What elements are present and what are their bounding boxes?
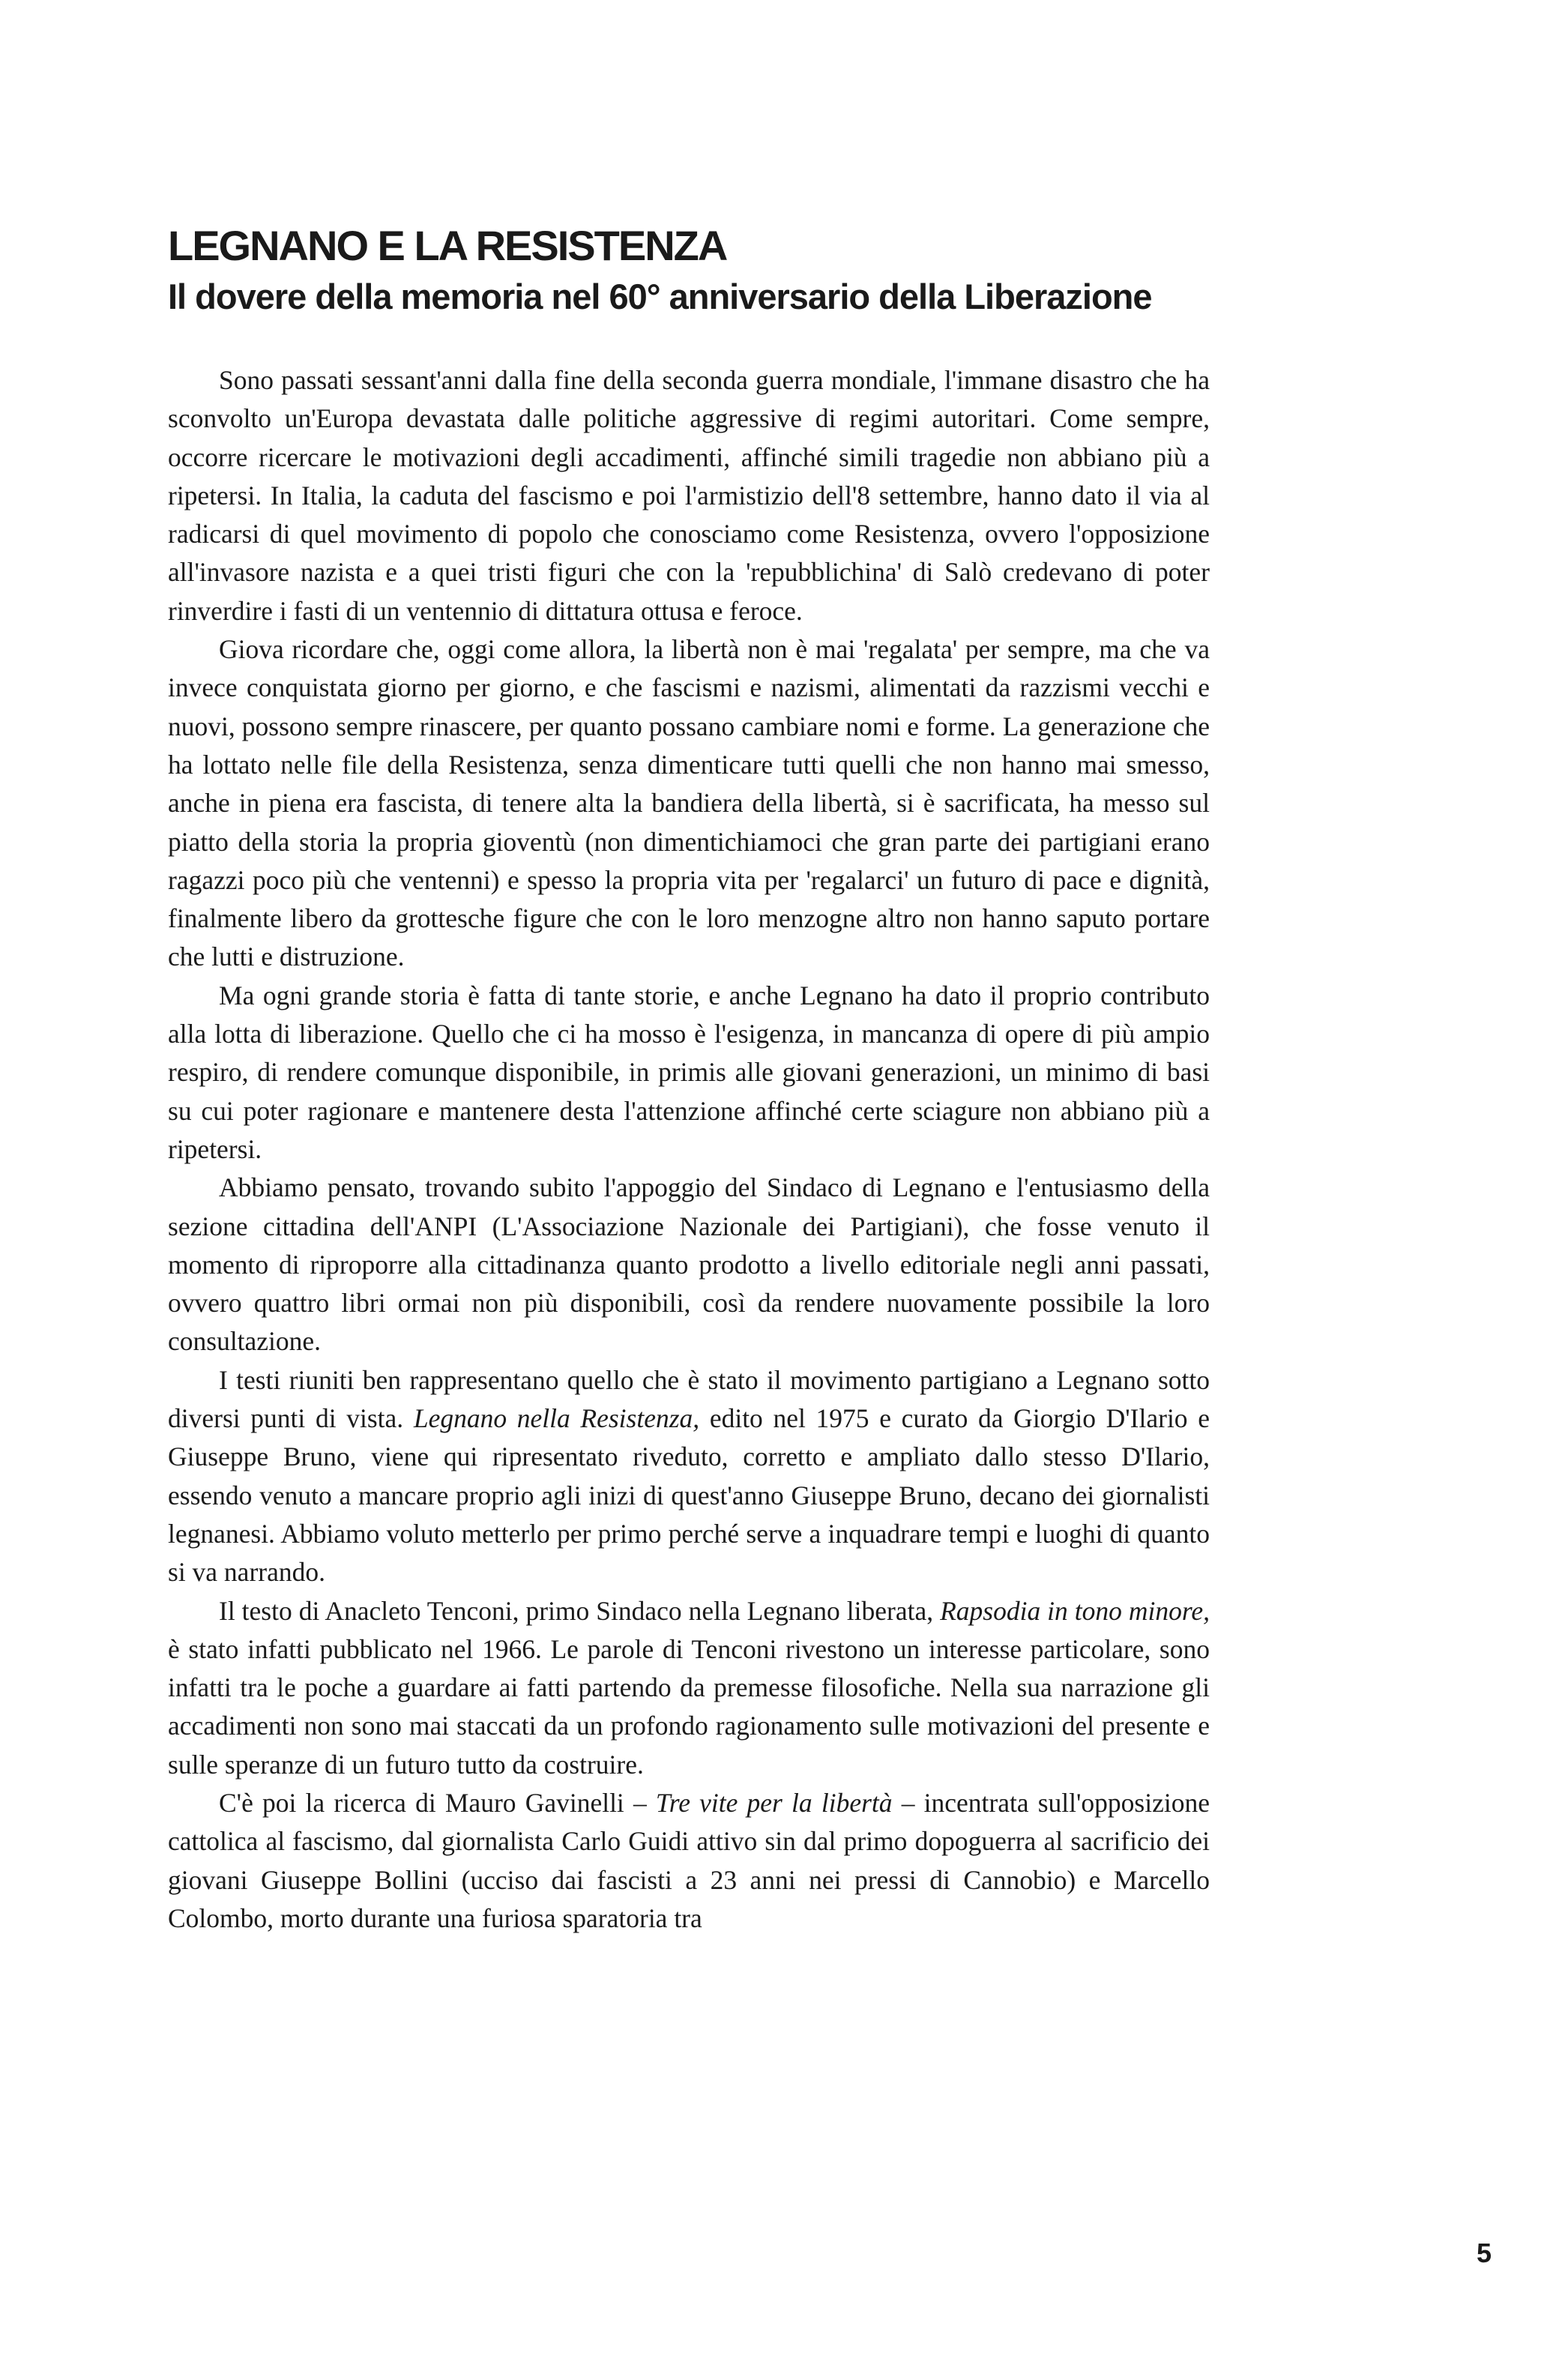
paragraph-text: Sono passati sessant'anni dalla fine della seconda guerra mondiale, l'immane disastro che ha sconvolto un'Europa devastata dalle politiche aggressive di regimi autoritari. Come sempre, occorre ricercare le motivazioni degli accadimenti, affinché simili tragedie non abbiano più a ripetersi. In Italia, la caduta del fascismo e poi l'armistizio dell'8 settembre, hanno dato il via al radicarsi di quel movimento di popolo che conosciamo come Resistenza, ovvero l'opposizione all'invasore nazista e a quei tristi figuri che con la 'repubblichina' di Salò credevano di poter rinverdire i fasti di un ventennio di dittatura ottusa e feroce. bbox=[168, 365, 1210, 626]
paragraph-2 bbox=[168, 630, 1210, 977]
paragraph-6 bbox=[168, 1592, 1210, 1784]
page-subtitle: Il dovere della memoria nel 60° anniversario della Liberazione bbox=[168, 277, 1152, 316]
paragraph-text: I testi riuniti ben rappresentano quello che è stato il movimento partigiano a Legnano sotto diversi punti di vista. bbox=[168, 1364, 1210, 1434]
book-title: Rapsodia in tono minore, bbox=[940, 1595, 1210, 1626]
paragraph-text: Abbiamo pensato, trovando subito l'appoggio del Sindaco di Legnano e l'entusiasmo della sezione cittadina dell'ANPI (L'Associazione Nazionale dei Partigiani), che fosse venuto il momento di riproporre alla cittadinanza quanto prodotto a livello editoriale negli anni passati, ovvero quattro libri ormai non più disponibili, così da rendere nuovamente possibile la loro consultazione. bbox=[168, 1172, 1210, 1357]
article-body bbox=[168, 361, 1210, 1938]
paragraph-5 bbox=[168, 1361, 1210, 1592]
paragraph-4 bbox=[168, 1169, 1210, 1361]
paragraph-text: Il testo di Anacleto Tenconi, primo Sindaco nella Legnano liberata, bbox=[219, 1595, 941, 1626]
paragraph-text: Ma ogni grande storia è fatta di tante storie, e anche Legnano ha dato il proprio contributo alla lotta di liberazione. Quello che ci ha mosso è l'esigenza, in mancanza di opere di più ampio respiro, di rendere comunque disponibile, in primis alle giovani generazioni, un minimo di basi su cui poter ragionare e mantenere desta l'attenzione affinché certe sciagure non abbiano più a ripetersi. bbox=[168, 980, 1210, 1164]
book-title: Tre vite per la libertà bbox=[655, 1787, 893, 1818]
paragraph-text: Giova ricordare che, oggi come allora, la libertà non è mai 'regalata' per sempre, ma che va invece conquistata giorno per giorno, e che fascismi e nazismi, alimentati da razzismi vecchi e nuovi, possono sempre rinascere, per quanto possano cambiare nomi e forme. La generazione che ha lottato nelle file della Resistenza, senza dimenticare tutti quelli che non hanno mai smesso, anche in piena era fascista, di tenere alta la bandiera della libertà, si è sacrificata, ha messo sul piatto della storia la propria gioventù (non dimentichiamoci che gran parte dei partigiani erano ragazzi poco più che ventenni) e spesso la propria vita per 'regalarci' un futuro di pace e dignità, finalmente libero da grottesche figure che con le loro menzogne altro non hanno saputo portare che lutti e distruzione. bbox=[168, 634, 1210, 972]
paragraph-text: C'è poi la ricerca di Mauro Gavinelli – bbox=[219, 1787, 656, 1818]
paragraph-text: – incentrata sull'opposizione cattolica al fascismo, dal giornalista Carlo Guidi attivo sin dal primo dopoguerra al sacrificio dei giovani Giuseppe Bollini (ucciso dai fascisti a 23 anni nei pressi di Cannobio) e Marcello Colombo, morto durante una furiosa sparatoria tra bbox=[168, 1787, 1210, 1933]
paragraph-3 bbox=[168, 977, 1210, 1169]
page-number: 5 bbox=[1477, 2238, 1492, 2268]
paragraph-text: edito nel 1975 e curato da Giorgio D'Ilario e Giuseppe Bruno, viene qui ripresentato riveduto, corretto e ampliato dallo stesso D'Ilario, essendo venuto a mancare proprio agli inizi di quest'anno Giuseppe Bruno, decano dei giornalisti legnanesi. Abbiamo voluto metterlo per primo perché serve a inquadrare tempi e luoghi di quanto si va narrando. bbox=[168, 1403, 1210, 1588]
paragraph-7 bbox=[168, 1784, 1210, 1938]
book-title: Legnano nella Resistenza, bbox=[413, 1403, 700, 1434]
paragraph-1 bbox=[168, 361, 1210, 630]
page-title: LEGNANO E LA RESISTENZA bbox=[168, 222, 727, 269]
paragraph-text: è stato infatti pubblicato nel 1966. Le parole di Tenconi rivestono un interesse particolare, sono infatti tra le poche a guardare ai fatti partendo da premesse filosofiche. Nella sua narrazione gli accadimenti non sono mai staccati da un profondo ragionamento sulle motivazioni del presente e sulle speranze di un futuro tutto da costruire. bbox=[168, 1633, 1210, 1780]
